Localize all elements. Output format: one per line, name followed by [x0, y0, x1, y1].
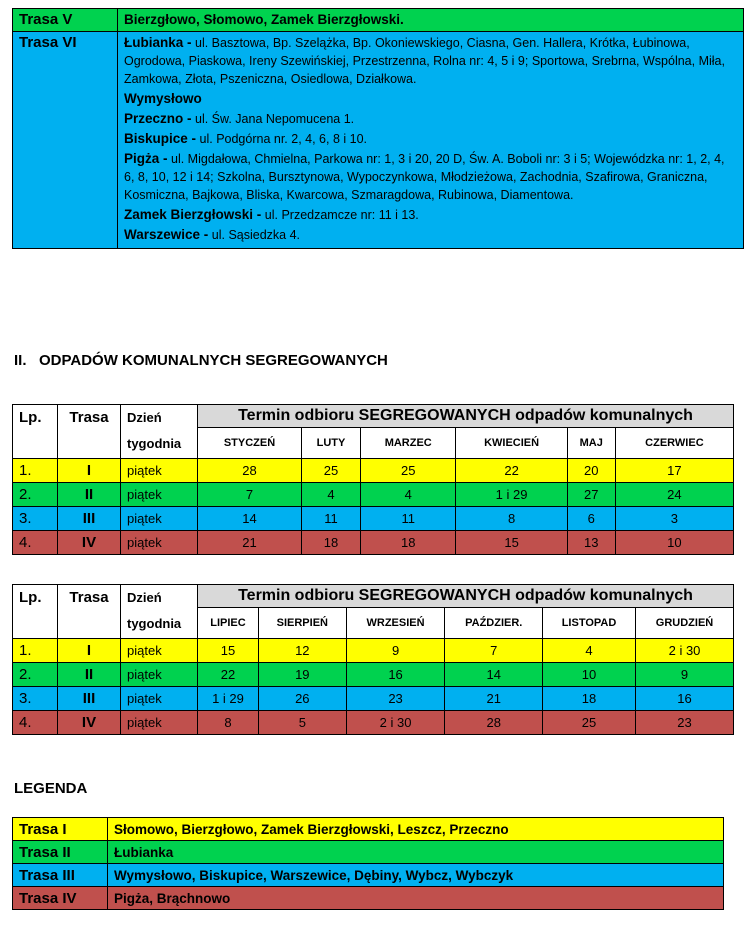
- header-lp: Lp.: [13, 405, 58, 459]
- pickup-date: 28: [198, 459, 302, 483]
- routes-table: [12, 8, 744, 249]
- row-dzien: piątek: [121, 663, 198, 687]
- pickup-date: 18: [542, 687, 635, 711]
- section-title: II. ODPADÓW KOMUNALNYCH SEGREGOWANYCH: [14, 352, 388, 369]
- pickup-date: 11: [301, 507, 360, 531]
- pickup-date: 7: [445, 639, 543, 663]
- schedule-body: [13, 459, 734, 555]
- row-dzien: piątek: [121, 507, 198, 531]
- header-lp: Lp.: [13, 585, 58, 639]
- table-row: [13, 711, 734, 735]
- legend-row: [13, 887, 724, 910]
- pickup-date: 21: [445, 687, 543, 711]
- street-list: ul. Przedzamcze nr: 11 i 13.: [264, 208, 419, 222]
- legend-row: [13, 864, 724, 887]
- route-label: Trasa VI: [13, 32, 118, 249]
- pickup-date: 14: [445, 663, 543, 687]
- month-header: MARZEC: [361, 428, 456, 459]
- pickup-date: 24: [615, 483, 733, 507]
- legend-route: Trasa IV: [13, 887, 108, 910]
- row-dzien: piątek: [121, 687, 198, 711]
- street-list: ul. Basztowa, Bp. Szelążka, Bp. Okoniewskiego, Ciasna, Gen. Hallera, Krótka, Łubinowa, Ogrodowa, Piaskowa, Ireny Szewińskiej, Przestrzenna, Rolna nr: 4, 5 i 9; Sportowa, Srebrna, Wspólna, Miła, Zamkowa, Złota, Pszeniczna, Osiedlowa, Działkowa.: [124, 36, 725, 86]
- row-dzien: piątek: [121, 711, 198, 735]
- legend-places: Pigża, Brąchnowo: [108, 887, 724, 910]
- row-trasa: IV: [58, 531, 121, 555]
- row-lp: 2.: [13, 483, 58, 507]
- legend-places: Łubianka: [108, 841, 724, 864]
- route-places: [118, 32, 744, 249]
- pickup-date: 25: [542, 711, 635, 735]
- pickup-date: 4: [361, 483, 456, 507]
- row-trasa: II: [58, 483, 121, 507]
- pickup-date: 28: [445, 711, 543, 735]
- pickup-date: 22: [198, 663, 259, 687]
- row-lp: 3.: [13, 687, 58, 711]
- pickup-date: 16: [636, 687, 734, 711]
- pickup-date: 18: [361, 531, 456, 555]
- route-places: Bierzgłowo, Słomowo, Zamek Bierzgłowski.: [118, 9, 744, 32]
- pickup-date: 2 i 30: [636, 639, 734, 663]
- row-trasa: III: [58, 687, 121, 711]
- schedule-body: [13, 639, 734, 735]
- month-header: WRZESIEŃ: [346, 608, 445, 639]
- row-trasa: II: [58, 663, 121, 687]
- row-lp: 1.: [13, 459, 58, 483]
- table-row: [13, 687, 734, 711]
- pickup-date: 11: [361, 507, 456, 531]
- table-row: [13, 483, 734, 507]
- legend-row: [13, 841, 724, 864]
- pickup-date: 18: [301, 531, 360, 555]
- table-row: [13, 531, 734, 555]
- place-name: Zamek Bierzgłowski -: [124, 207, 262, 222]
- street-list: ul. Podgórna nr. 2, 4, 6, 8 i 10.: [199, 132, 367, 146]
- month-header: SIERPIEŃ: [259, 608, 347, 639]
- header-termin: Termin odbioru SEGREGOWANYCH odpadów komunalnych: [198, 405, 734, 428]
- legend-places: Słomowo, Bierzgłowo, Zamek Bierzgłowski, Leszcz, Przeczno: [108, 818, 724, 841]
- legend-row: [13, 818, 724, 841]
- row-dzien: piątek: [121, 483, 198, 507]
- pickup-date: 4: [301, 483, 360, 507]
- row-dzien: piątek: [121, 531, 198, 555]
- pickup-date: 12: [259, 639, 347, 663]
- pickup-date: 1 i 29: [198, 687, 259, 711]
- place-name: Przeczno -: [124, 111, 192, 126]
- legend-places: Wymysłowo, Biskupice, Warszewice, Dębiny, Wybcz, Wybczyk: [108, 864, 724, 887]
- month-header: LISTOPAD: [542, 608, 635, 639]
- route-row-v: [13, 9, 744, 32]
- month-header: PAŹDZIER.: [445, 608, 543, 639]
- header-termin: Termin odbioru SEGREGOWANYCH odpadów komunalnych: [198, 585, 734, 608]
- pickup-date: 23: [636, 711, 734, 735]
- pickup-date: 21: [198, 531, 302, 555]
- row-lp: 2.: [13, 663, 58, 687]
- pickup-date: 27: [567, 483, 615, 507]
- pickup-date: 1 i 29: [456, 483, 567, 507]
- pickup-date: 25: [361, 459, 456, 483]
- street-list: ul. Św. Jana Nepomucena 1.: [195, 112, 355, 126]
- row-trasa: IV: [58, 711, 121, 735]
- route-label: Trasa V: [13, 9, 118, 32]
- pickup-date: 10: [542, 663, 635, 687]
- route-row-vi: [13, 32, 744, 249]
- pickup-date: 26: [259, 687, 347, 711]
- pickup-date: 14: [198, 507, 302, 531]
- pickup-date: 4: [542, 639, 635, 663]
- pickup-date: 20: [567, 459, 615, 483]
- pickup-date: 19: [259, 663, 347, 687]
- month-header: LUTY: [301, 428, 360, 459]
- place-name: Łubianka -: [124, 35, 192, 50]
- pickup-date: 8: [198, 711, 259, 735]
- street-list: ul. Migdałowa, Chmielna, Parkowa nr: 1, 3 i 20, 20 D, Św. A. Boboli nr: 3 i 5; Wojewódzka nr: 1, 2, 4, 6, 8, 10, 12 i 14; Szkolna, Bursztynowa, Wypoczynkowa, Młodzieżowa, Zachodnia, Szafirowa, Graniczna, Kosmiczna, Bajkowa, Bliska, Kwarcowa, Szmaragdowa, Rubinowa, Diamentowa.: [124, 152, 725, 202]
- pickup-date: 15: [456, 531, 567, 555]
- place-name: Biskupice -: [124, 131, 197, 146]
- street-list: ul. Sąsiedzka 4.: [211, 228, 301, 242]
- pickup-date: 8: [456, 507, 567, 531]
- month-header: MAJ: [567, 428, 615, 459]
- pickup-date: 7: [198, 483, 302, 507]
- row-trasa: III: [58, 507, 121, 531]
- pickup-date: 17: [615, 459, 733, 483]
- pickup-date: 23: [346, 687, 445, 711]
- row-trasa: I: [58, 459, 121, 483]
- place-name: Warszewice -: [124, 227, 209, 242]
- pickup-date: 22: [456, 459, 567, 483]
- legend-table: [12, 817, 724, 910]
- pickup-date: 6: [567, 507, 615, 531]
- table-row: [13, 639, 734, 663]
- table-row: [13, 663, 734, 687]
- header-trasa: Trasa: [58, 585, 121, 639]
- header-dzien: Dzień tygodnia: [121, 585, 198, 639]
- table-row: [13, 459, 734, 483]
- row-lp: 4.: [13, 531, 58, 555]
- month-header: STYCZEŃ: [198, 428, 302, 459]
- month-header: KWIECIEŃ: [456, 428, 567, 459]
- pickup-date: 15: [198, 639, 259, 663]
- legend-route: Trasa II: [13, 841, 108, 864]
- table-row: [13, 507, 734, 531]
- pickup-date: 3: [615, 507, 733, 531]
- row-dzien: piątek: [121, 459, 198, 483]
- legend-route: Trasa III: [13, 864, 108, 887]
- place-name: Pigża -: [124, 151, 168, 166]
- header-dzien: Dzień tygodnia: [121, 405, 198, 459]
- pickup-date: 9: [636, 663, 734, 687]
- pickup-date: 2 i 30: [346, 711, 445, 735]
- legend-title: LEGENDA: [14, 780, 88, 797]
- pickup-date: 13: [567, 531, 615, 555]
- place-name: Wymysłowo: [124, 91, 202, 106]
- pickup-date: 5: [259, 711, 347, 735]
- pickup-date: 16: [346, 663, 445, 687]
- row-dzien: piątek: [121, 639, 198, 663]
- pickup-date: 25: [301, 459, 360, 483]
- row-lp: 1.: [13, 639, 58, 663]
- row-lp: 3.: [13, 507, 58, 531]
- schedule-table-2: [12, 584, 734, 735]
- row-trasa: I: [58, 639, 121, 663]
- row-lp: 4.: [13, 711, 58, 735]
- header-trasa: Trasa: [58, 405, 121, 459]
- pickup-date: 9: [346, 639, 445, 663]
- schedule-table-1: [12, 404, 734, 555]
- month-header: LIPIEC: [198, 608, 259, 639]
- month-header: GRUDZIEŃ: [636, 608, 734, 639]
- month-header: CZERWIEC: [615, 428, 733, 459]
- legend-route: Trasa I: [13, 818, 108, 841]
- pickup-date: 10: [615, 531, 733, 555]
